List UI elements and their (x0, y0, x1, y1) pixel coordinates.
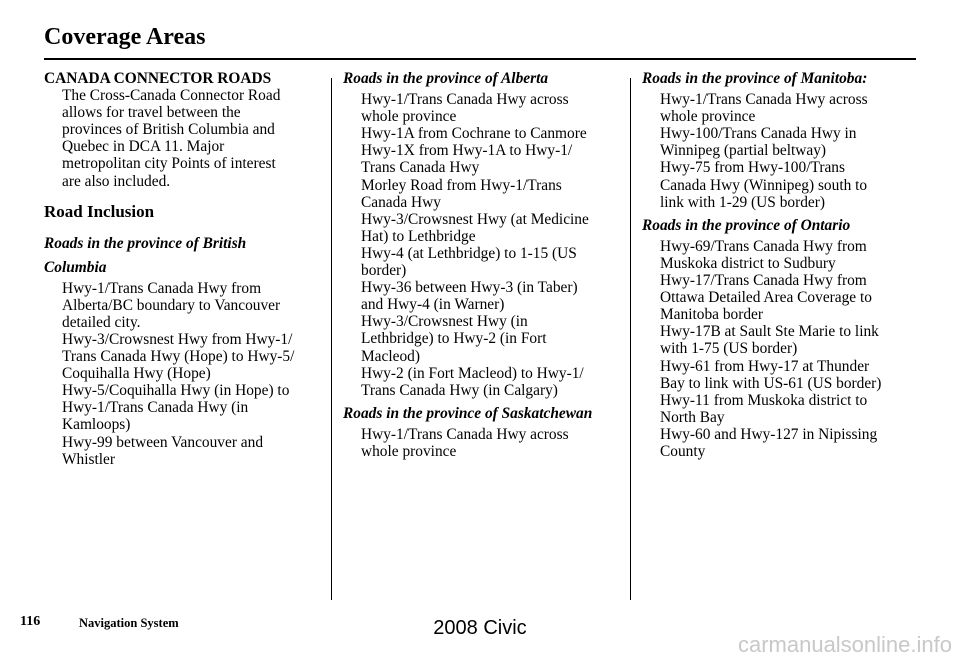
list-item: link with 1-29 (US border) (660, 193, 825, 211)
list-item: Hwy-69/Trans Canada Hwy from (660, 237, 867, 255)
list-item: County (660, 442, 706, 460)
subheading: Road Inclusion (44, 201, 155, 221)
site-watermark: carmanualsonline.info (737, 632, 952, 657)
list-item: border) (361, 262, 407, 280)
list-item: Trans Canada Hwy (Hope) to Hwy-5/ (62, 348, 295, 366)
alberta-road-list (343, 91, 623, 399)
column-3 (642, 70, 922, 460)
province-heading-bc: Columbia (44, 258, 107, 276)
footer-section-label: Navigation System (79, 616, 179, 630)
list-item: Hwy-17/Trans Canada Hwy from (660, 272, 867, 290)
list-item: Hwy-3/Crowsnest Hwy (at Medicine (361, 210, 589, 228)
text-line: are also included. (62, 172, 171, 190)
list-item: Hwy-36 between Hwy-3 (in Taber) (361, 279, 578, 297)
list-item: Muskoka district to Sudbury (660, 254, 836, 272)
list-item: whole province (361, 442, 457, 460)
list-item: Trans Canada Hwy (361, 159, 480, 177)
list-item: Hwy-4 (at Lethbridge) to 1-15 (US (361, 244, 577, 262)
province-heading-bc: Roads in the province of British (44, 234, 247, 252)
list-item: Bay to link with US-61 (US border) (660, 374, 882, 392)
list-item: Winnipeg (partial beltway) (660, 142, 827, 160)
column-2 (343, 70, 623, 460)
column-divider-1 (331, 78, 332, 600)
text-line: allows for travel between the (62, 104, 241, 122)
list-item: Ottawa Detailed Area Coverage to (660, 289, 872, 307)
section-heading: CANADA CONNECTOR ROADS (44, 70, 272, 87)
province-heading-saskatchewan: Roads in the province of Saskatchewan (343, 404, 593, 422)
list-item: Hwy-75 from Hwy-100/Trans (660, 159, 845, 177)
list-item: with 1-75 (US border) (660, 340, 798, 358)
bc-road-list (44, 280, 324, 468)
column-divider-2 (630, 78, 631, 600)
list-item: detailed city. (62, 313, 141, 331)
page-number: 116 (20, 614, 41, 629)
list-item: Hwy-17B at Sault Ste Marie to link (660, 323, 879, 341)
list-item: Hwy-1/Trans Canada Hwy across (361, 91, 569, 109)
list-item: Alberta/BC boundary to Vancouver (62, 296, 281, 314)
list-item: Hwy-1/Trans Canada Hwy from (62, 279, 262, 297)
list-item: Hat) to Lethbridge (361, 227, 476, 245)
text-line: The Cross-Canada Connector Road (62, 87, 281, 105)
list-item: Coquihalla Hwy (Hope) (62, 365, 211, 383)
text-line: provinces of British Columbia and (62, 121, 275, 139)
list-item: Hwy-1X from Hwy-1A to Hwy-1/ (361, 142, 573, 160)
province-heading-alberta: Roads in the province of Alberta (343, 70, 549, 87)
list-item: Hwy-100/Trans Canada Hwy in (660, 125, 857, 143)
list-item: North Bay (660, 408, 725, 426)
saskatchewan-road-list (343, 426, 623, 460)
page-title: Coverage Areas (44, 24, 206, 50)
list-item: Trans Canada Hwy (in Calgary) (361, 381, 558, 399)
list-item: Hwy-1/Trans Canada Hwy across (660, 91, 868, 109)
list-item: whole province (361, 108, 457, 126)
list-item: Kamloops) (62, 416, 131, 434)
list-item: whole province (660, 108, 756, 126)
list-item: Hwy-11 from Muskoka district to (660, 391, 868, 409)
province-heading-manitoba: Roads in the province of Manitoba: (642, 70, 868, 87)
list-item: Whistler (62, 450, 115, 468)
list-item: Canada Hwy (361, 193, 441, 211)
province-heading-ontario: Roads in the province of Ontario (642, 216, 851, 234)
header-rule (44, 58, 916, 60)
list-item: and Hwy-4 (in Warner) (361, 296, 505, 314)
list-item: Hwy-2 (in Fort Macleod) to Hwy-1/ (361, 364, 584, 382)
list-item: Hwy-99 between Vancouver and (62, 433, 264, 451)
list-item: Lethbridge) to Hwy-2 (in Fort (361, 330, 547, 348)
column-1 (44, 70, 324, 468)
list-item: Manitoba border (660, 306, 763, 324)
ontario-road-list (642, 238, 922, 460)
text-line: Quebec in DCA 11. Major (62, 138, 225, 156)
list-item: Hwy-5/Coquihalla Hwy (in Hope) to (62, 382, 290, 400)
list-item: Hwy-1/Trans Canada Hwy across (361, 425, 569, 443)
list-item: Hwy-60 and Hwy-127 in Nipissing (660, 425, 878, 443)
text-line: metropolitan city Points of interest (62, 155, 276, 173)
list-item: Hwy-1/Trans Canada Hwy (in (62, 399, 249, 417)
manitoba-road-list (642, 91, 922, 211)
model-watermark: 2008 Civic (433, 617, 527, 639)
list-item: Hwy-1A from Cochrane to Canmore (361, 125, 587, 143)
list-item: Morley Road from Hwy-1/Trans (361, 176, 562, 194)
list-item: Hwy-3/Crowsnest Hwy (in (361, 313, 528, 331)
intro-paragraph (44, 87, 324, 190)
list-item: Hwy-3/Crowsnest Hwy from Hwy-1/ (62, 330, 293, 348)
list-item: Canada Hwy (Winnipeg) south to (660, 176, 868, 194)
list-item: Macleod) (361, 347, 420, 365)
list-item: Hwy-61 from Hwy-17 at Thunder (660, 357, 870, 375)
